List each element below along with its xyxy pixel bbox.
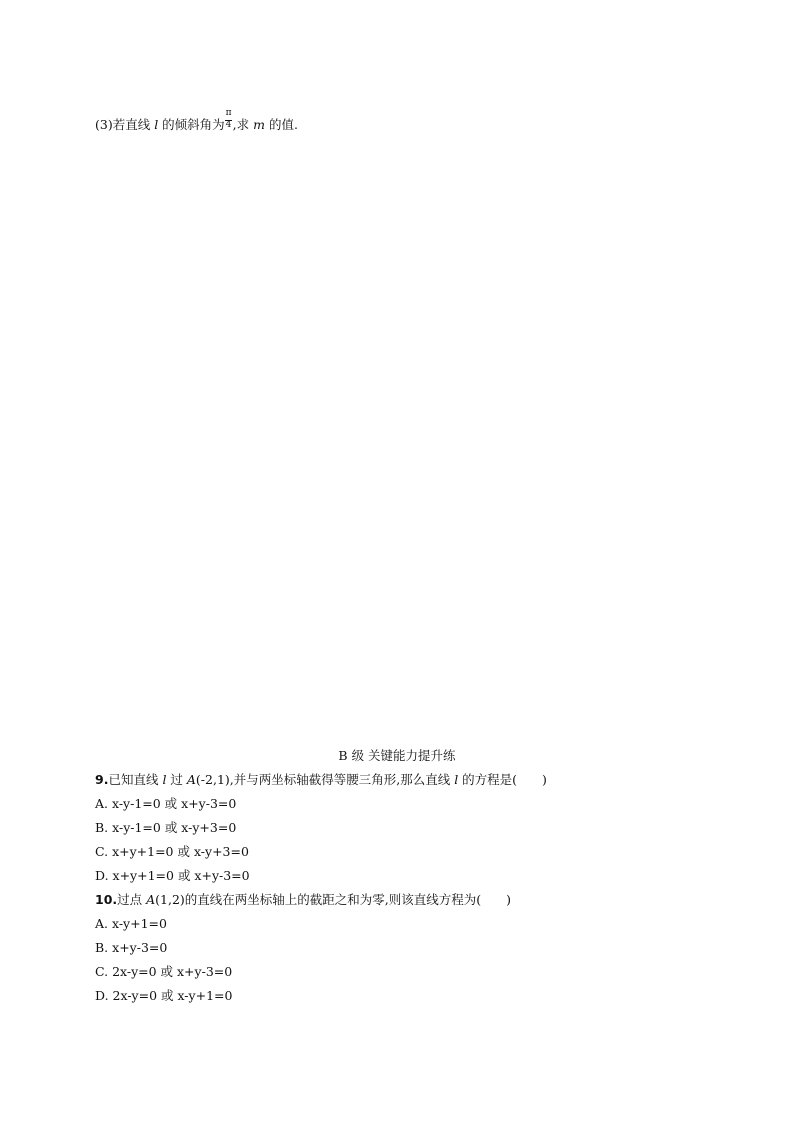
question-10-number: 10. [95, 892, 118, 907]
option-text: 2x-y=0 或 x+y-3=0 [108, 964, 233, 979]
point-a: A [146, 892, 156, 907]
var-l: l [162, 772, 167, 787]
q9-stem-d: 的方程是( ) [458, 772, 547, 787]
q9-option-d[interactable] [95, 868, 250, 884]
q9-option-b[interactable] [95, 820, 236, 836]
option-text: x+y-3=0 [108, 940, 168, 955]
fraction-pi-over-4 [225, 108, 233, 133]
option-label: A. [95, 916, 109, 931]
q10-option-a[interactable] [95, 916, 167, 932]
q10-option-b[interactable] [95, 940, 167, 956]
fraction-numerator: π [225, 108, 232, 118]
option-text: x-y-1=0 或 x+y-3=0 [108, 796, 237, 811]
q9-stem-b: 过 [166, 772, 187, 787]
question-9-stem [95, 772, 547, 788]
option-text: x-y+1=0 [108, 916, 167, 931]
part3-suffix-a: ,求 [232, 117, 254, 132]
option-label: A. [95, 796, 109, 811]
option-text: x-y-1=0 或 x-y+3=0 [108, 820, 237, 835]
q10-option-d[interactable] [95, 988, 232, 1004]
option-label: D. [95, 988, 109, 1003]
part3-prefix: (3)若直线 [95, 117, 155, 132]
question-9-number: 9. [95, 772, 109, 787]
q9-option-c[interactable] [95, 844, 249, 860]
part3-suffix-b: 的值. [264, 117, 298, 132]
option-text: x+y+1=0 或 x-y+3=0 [108, 844, 249, 859]
var-l: l [154, 117, 159, 132]
q9-option-a[interactable] [95, 796, 236, 812]
q10-option-c[interactable] [95, 964, 232, 980]
option-label: C. [95, 964, 109, 979]
var-l: l [454, 772, 459, 787]
option-label: C. [95, 844, 109, 859]
question-10-stem [95, 892, 511, 908]
question-part-3 [95, 108, 298, 133]
option-label: D. [95, 868, 109, 883]
option-label: B. [95, 820, 109, 835]
q9-stem-c: (-2,1),并与两坐标轴截得等腰三角形,那么直线 [195, 772, 455, 787]
q10-stem-a: 过点 [117, 892, 147, 907]
q9-stem-a: 已知直线 [108, 772, 163, 787]
option-text: x+y+1=0 或 x+y-3=0 [108, 868, 250, 883]
part3-mid: 的倾斜角为 [158, 117, 225, 132]
option-text: 2x-y=0 或 x-y+1=0 [108, 988, 233, 1003]
q10-stem-b: (1,2)的直线在两坐标轴上的截距之和为零,则该直线方程为( ) [155, 892, 512, 907]
point-a: A [186, 772, 196, 787]
option-label: B. [95, 940, 109, 955]
var-m: m [253, 117, 265, 132]
fraction-denominator: 4 [225, 120, 232, 130]
section-title: B 级 关键能力提升练 [338, 748, 456, 763]
